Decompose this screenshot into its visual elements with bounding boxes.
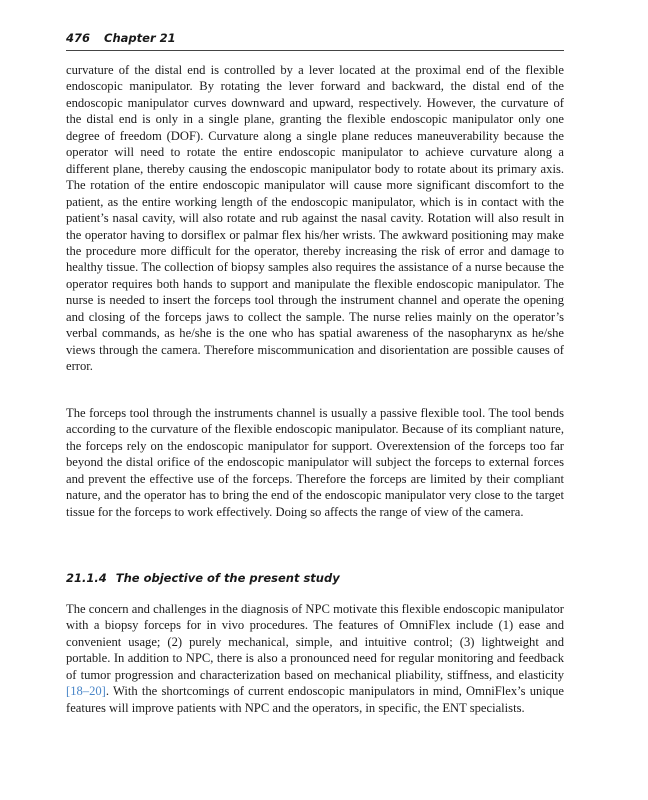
body-paragraph: The forceps tool through the instruments channel is usually a passive flexible tool. The tool bends according to the curvature of the flexible endoscopic manipulator. Because of its compliant nature, the forceps rely on the endoscopic manipulator for support. Overextension of the forceps too far beyond the distal orifice of the endoscopic manipulator will subject the forceps to external forces and prevent the effective use of the forceps. Therefore the forceps are limited by their compliant nature, and the operator has to bring the end of the endoscopic manipulator very close to the target tissue for the forceps to work effectively. Doing so affects the range of view of the camera. bbox=[66, 406, 564, 519]
running-header bbox=[66, 30, 564, 51]
body-paragraph-objective bbox=[66, 601, 564, 716]
paragraph-text: The concern and challenges in the diagnosis of NPC motivate this flexible endoscopic manipulator with a biopsy forceps for in vivo procedures. The features of OmniFlex include (1) ease and convenient usage; (2) purely mechanical, simple, and intuitive control; (3) lightweight and portable. In addition to NPC, there is also a pronounced need for regular monitoring and feedback of tumor progression and characterization based on mechanical pliability, stiffness, and elasticity bbox=[66, 602, 564, 682]
section-heading bbox=[66, 571, 340, 585]
paragraph-text: . With the shortcomings of current endoscopic manipulators in mind, OmniFlex’s unique features will improve patients with NPC and the operators, in specific, the ENT specialists. bbox=[66, 684, 564, 715]
section-title: The objective of the present study bbox=[115, 571, 340, 585]
page-number: 476 bbox=[66, 31, 91, 45]
citation-link[interactable]: [18–20] bbox=[66, 684, 106, 699]
body-paragraph: curvature of the distal end is controlled by a lever located at the proximal end of the flexible endoscopic manipulator. By rotating the lever forward and backward, the distal end of the endoscopic manipulator curves downward and upward, respectively. However, the curvature of the distal end is only in a single plane, granting the flexible endoscopic manipulator only one degree of freedom (DOF). Curvature along a single plane reduces maneuverability because the operator will need to rotate the entire endoscopic manipulator to achieve curvature along a different plane, thereby causing the endoscopic manipulator body to rotate about its primary axis. The rotation of the entire endoscopic manipulator will cause more significant discomfort to the patient, as the entire working length of the endoscopic manipulator, which is in contact with the patient’s nasal cavity, will also rotate and rub against the nasal cavity. Rotation will also result in the operator having to dorsiflex or palmar flex his/her wrists. The awkward positioning may make the procedure more difficult for the operator, thereby increasing the risk of error and damage to healthy tissue. The collection of biopsy samples also requires the assistance of a nurse because the operator requires both hands to support and manipulate the flexible endoscopic manipulator. The nurse is needed to insert the forceps tool through the instrument channel and operate the opening and closing of the forceps jaws to collect the sample. The nurse relies mainly on the operator’s verbal commands, as he/she is the one who has spatial awareness of the nasopharynx as he/she views through the camera. Therefore miscommunication and disorientation are possible causes of error. bbox=[66, 63, 564, 374]
section-number: 21.1.4 bbox=[66, 571, 107, 585]
chapter-label: Chapter 21 bbox=[104, 31, 176, 45]
